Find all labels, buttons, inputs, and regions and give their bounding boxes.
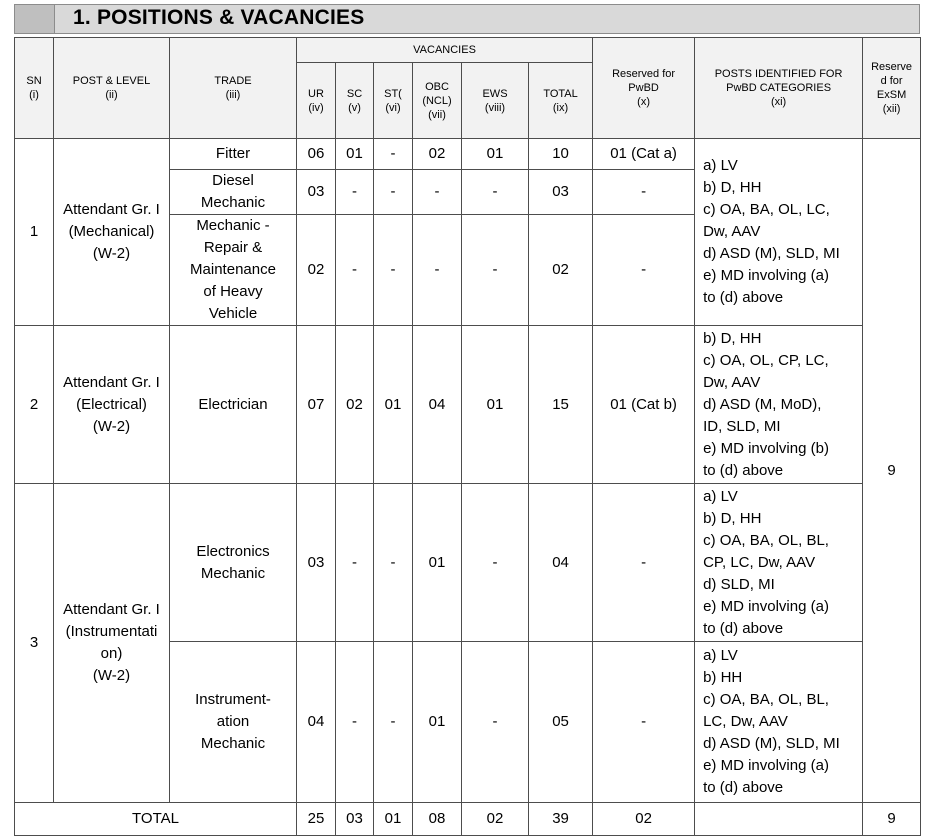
total-label: TOTAL [15,803,297,836]
pwbd-cell: - [593,215,695,326]
header-st: ST( (vi) [374,63,413,139]
sn-cell: 1 [15,139,54,326]
pwbd-cell: 01 (Cat a) [593,139,695,170]
categories-cell: a) LV b) D, HH c) OA, BA, OL, BL, CP, LC, Dw, AAV d) SLD, MI e) MD involving (a) to (d) above [695,484,863,642]
table-row [15,139,921,170]
ews-cell: 01 [462,139,529,170]
total-cell: 10 [529,139,593,170]
pwbd-cell: - [593,642,695,803]
ur-cell: 03 [297,484,336,642]
obc-cell: 02 [413,139,462,170]
obc-cell: 01 [413,642,462,803]
header-exsm: Reserve d for ExSM (xii) [863,38,921,139]
obc-cell: - [413,170,462,215]
total-categories [695,803,863,836]
sn-cell: 3 [15,484,54,803]
header-obc: OBC (NCL) (vii) [413,63,462,139]
post-level-cell: Attendant Gr. I (Mechanical) (W-2) [54,139,170,326]
total-total: 39 [529,803,593,836]
obc-cell: 04 [413,326,462,484]
sc-cell: - [336,170,374,215]
header-total: TOTAL (ix) [529,63,593,139]
pwbd-cell: - [593,484,695,642]
header-vacancies: VACANCIES [297,38,593,63]
st-cell: 01 [374,326,413,484]
sc-cell: - [336,642,374,803]
st-cell: - [374,170,413,215]
total-ews: 02 [462,803,529,836]
total-st: 01 [374,803,413,836]
ews-cell: - [462,642,529,803]
st-cell: - [374,484,413,642]
post-level-cell: Attendant Gr. I (Instrumentati on) (W-2) [54,484,170,803]
st-cell: - [374,139,413,170]
trade-cell: Mechanic - Repair & Maintenance of Heavy Vehicle [170,215,297,326]
header-post-level: POST & LEVEL (ii) [54,38,170,139]
total-ur: 25 [297,803,336,836]
sc-cell: - [336,484,374,642]
total-cell: 15 [529,326,593,484]
categories-cell: a) LV b) HH c) OA, BA, OL, BL, LC, Dw, AAV d) ASD (M), SLD, MI e) MD involving (a) to (d) above [695,642,863,803]
trade-cell: Instrument- ation Mechanic [170,642,297,803]
sc-cell: 01 [336,139,374,170]
total-cell: 02 [529,215,593,326]
trade-cell: Electronics Mechanic [170,484,297,642]
total-pwbd: 02 [593,803,695,836]
ur-cell: 07 [297,326,336,484]
ews-cell: - [462,215,529,326]
sn-cell: 2 [15,326,54,484]
title-left-block [15,5,55,33]
header-ews: EWS (viii) [462,63,529,139]
total-exsm: 9 [863,803,921,836]
header-sc: SC (v) [336,63,374,139]
exsm-cell: 9 [863,139,921,803]
ur-cell: 06 [297,139,336,170]
total-obc: 08 [413,803,462,836]
header-posts-identified: POSTS IDENTIFIED FOR PwBD CATEGORIES (xi) [695,38,863,139]
total-row [15,803,921,836]
obc-cell: 01 [413,484,462,642]
table-row [15,484,921,642]
total-cell: 03 [529,170,593,215]
sc-cell: 02 [336,326,374,484]
pwbd-cell: 01 (Cat b) [593,326,695,484]
trade-cell: Electrician [170,326,297,484]
categories-cell: b) D, HH c) OA, OL, CP, LC, Dw, AAV d) ASD (M, MoD), ID, SLD, MI e) MD involving (b) to (d) above [695,326,863,484]
header-trade: TRADE (iii) [170,38,297,139]
post-level-cell: Attendant Gr. I (Electrical) (W-2) [54,326,170,484]
header-sn: SN (i) [15,38,54,139]
pwbd-cell: - [593,170,695,215]
ews-cell: - [462,170,529,215]
obc-cell: - [413,215,462,326]
ur-cell: 02 [297,215,336,326]
header-pwbd: Reserved for PwBD (x) [593,38,695,139]
st-cell: - [374,215,413,326]
sc-cell: - [336,215,374,326]
ur-cell: 03 [297,170,336,215]
header-row-1 [15,38,921,63]
trade-cell: Diesel Mechanic [170,170,297,215]
section-title-bar [14,4,920,34]
vacancies-table [14,37,921,836]
header-ur: UR (iv) [297,63,336,139]
trade-cell: Fitter [170,139,297,170]
section-title: 1. POSITIONS & VACANCIES [73,6,365,29]
ews-cell: - [462,484,529,642]
categories-cell: a) LV b) D, HH c) OA, BA, OL, LC, Dw, AAV d) ASD (M), SLD, MI e) MD involving (a) to (d) above [695,139,863,326]
st-cell: - [374,642,413,803]
ur-cell: 04 [297,642,336,803]
ews-cell: 01 [462,326,529,484]
table-row [15,326,921,484]
total-cell: 04 [529,484,593,642]
total-cell: 05 [529,642,593,803]
total-sc: 03 [336,803,374,836]
